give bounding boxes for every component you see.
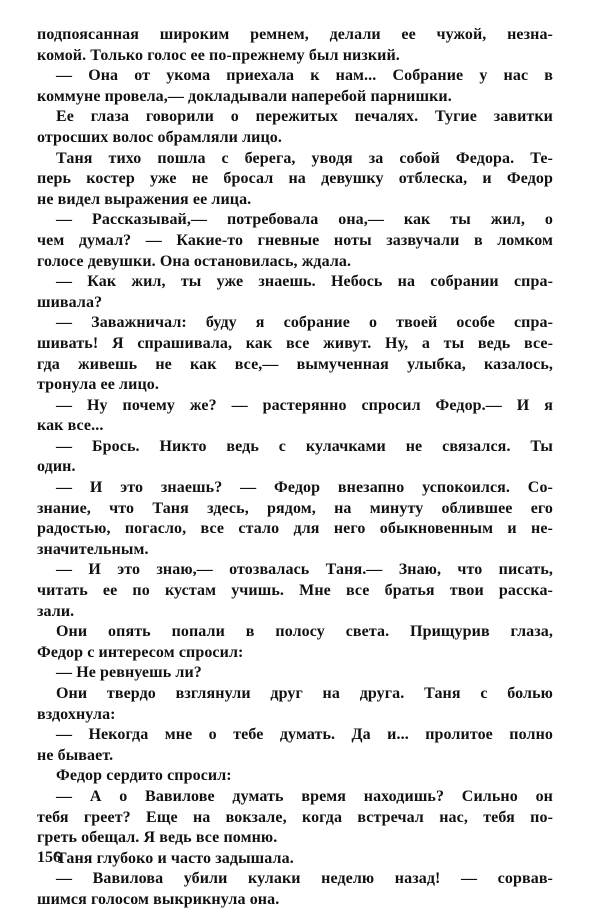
text-line: — Ну почему же? — растерянно спросил Федор.— И я bbox=[56, 396, 553, 414]
text-line: Ее глаза говорили о пережитых печалях. Тугие завитки bbox=[56, 108, 553, 126]
text-line: коммуне провела,— докладывали наперебой парнишки. bbox=[37, 87, 452, 105]
page-body bbox=[37, 25, 553, 911]
text-line: вздохнула: bbox=[37, 705, 116, 723]
text-line: чем думал? — Какие-то гневные ноты зазвучали в ломком bbox=[37, 231, 553, 249]
text-line: значительным. bbox=[37, 540, 149, 558]
text-line: тронула ее лицо. bbox=[37, 376, 159, 394]
text-line: перь костер уже не бросал на девушку отблеска, и Федор bbox=[37, 170, 553, 188]
text-line: — И это знаю,— отозвалась Таня.— Знаю, что писать, bbox=[56, 561, 553, 579]
text-line: голосе девушки. Она остановилась, ждала. bbox=[37, 252, 352, 270]
page-number: 156 bbox=[37, 849, 61, 866]
text-line: — И это знаешь? — Федор внезапно успокоился. Со- bbox=[56, 479, 553, 497]
text-line: шимся голосом выкрикнула она. bbox=[37, 890, 280, 908]
text-line: — Брось. Никто ведь с кулачками не связался. Ты bbox=[56, 437, 553, 455]
text-line: не видел выражения ее лица. bbox=[37, 190, 252, 208]
text-line: подпоясанная широким ремнем, делали ее чужой, незна- bbox=[37, 26, 553, 43]
text-line: радостью, погасло, все стало для него обыкновенным и не- bbox=[37, 520, 553, 538]
text-line: — Как жил, ты уже знаешь. Небось на собрании спра- bbox=[56, 273, 553, 291]
text-line: — Заважничал: буду я собрание о твоей особе спра- bbox=[56, 314, 553, 332]
text-line: знание, что Таня здесь, рядом, на минуту облившее его bbox=[37, 499, 553, 517]
text-line: читать ее по кустам учишь. Мне все братья твои расска- bbox=[37, 582, 553, 600]
text-line: — Вавилова убили кулаки неделю назад! — сорвав- bbox=[56, 870, 553, 888]
text-line: зали. bbox=[37, 602, 75, 620]
text-line: отросших волос обрамляли лицо. bbox=[37, 128, 283, 146]
text-line: Они твердо взглянули друг на друга. Таня с болью bbox=[56, 685, 553, 702]
text-line: Федор сердито спросил: bbox=[56, 767, 232, 785]
text-line: шивать! Я спрашивала, как все живут. Ну, а ты ведь все- bbox=[37, 334, 553, 352]
text-line: — Рассказывай,— потребовала она,— как ты жил, о bbox=[56, 211, 553, 229]
text-line: шивала? bbox=[37, 293, 103, 311]
text-line: тебя греет? Еще на вокзале, когда встречал нас, тебя по- bbox=[37, 808, 553, 826]
text-line: Таня тихо пошла с берега, уводя за собой Федора. Те- bbox=[56, 149, 553, 167]
text-line: один. bbox=[37, 458, 76, 476]
text-line: Таня глубоко и часто задышала. bbox=[56, 849, 294, 867]
text-line: — Не ревнуешь ли? bbox=[56, 664, 202, 682]
text-line: гда живешь не как все,— вымученная улыбка, казалось, bbox=[37, 355, 553, 373]
text-line: Они опять попали в полосу света. Прищурив глаза, bbox=[56, 623, 553, 641]
text-line: не бывает. bbox=[37, 746, 114, 764]
text-line: — Она от укома приехала к нам... Собрание у нас в bbox=[56, 67, 553, 85]
text-line: — Некогда мне о тебе думать. Да и... пролитое полно bbox=[56, 726, 553, 744]
text-line: комой. Только голос ее по-прежнему был низкий. bbox=[37, 46, 400, 64]
text-line: как все... bbox=[37, 417, 104, 435]
text-line: — А о Вавилове думать время находишь? Сильно он bbox=[56, 787, 553, 805]
text-line: греть обещал. Я ведь все помню. bbox=[37, 829, 278, 847]
text-line: Федор с интересом спросил: bbox=[37, 643, 244, 661]
